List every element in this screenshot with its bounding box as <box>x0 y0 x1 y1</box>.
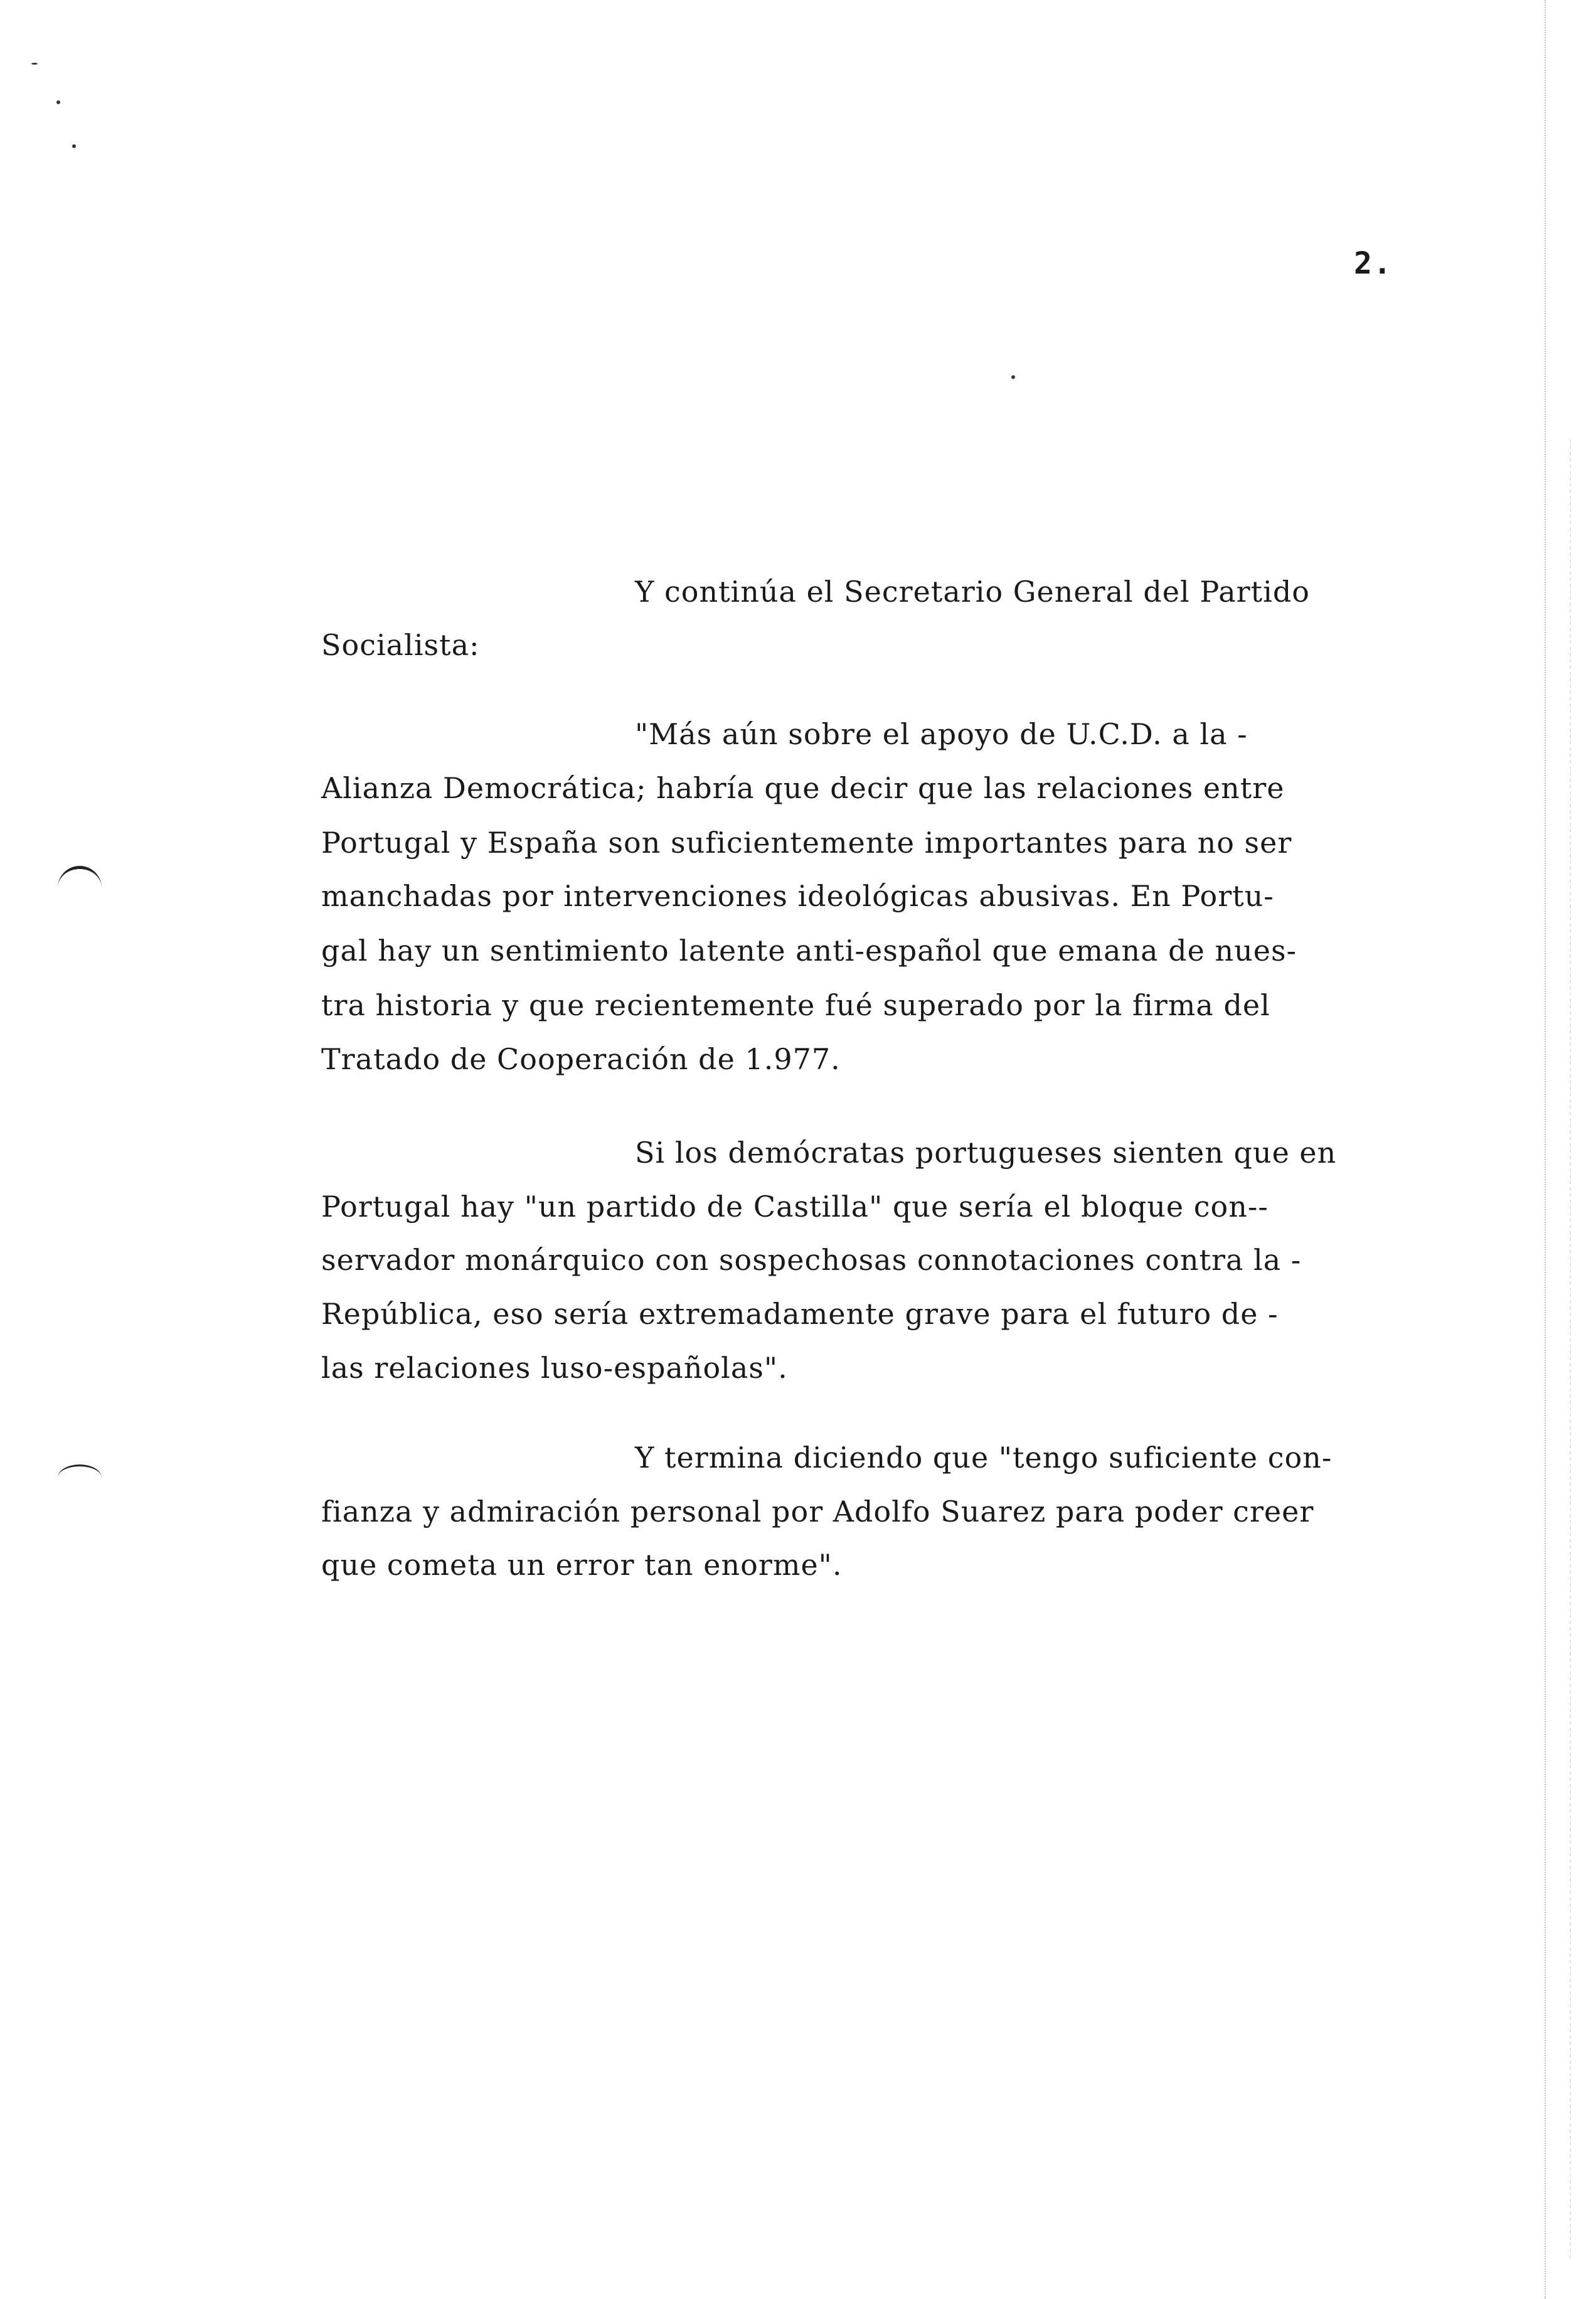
page-number: 2. <box>1354 246 1393 281</box>
paragraph-3-line-3: servador monárquico con sospechosas connotaciones contra la - <box>321 1243 1302 1277</box>
paragraph-4-line-3: que cometa un error tan enorme". <box>321 1548 843 1582</box>
paragraph-2-line-6: tra historia y que recientemente fué superado por la firma del <box>321 988 1270 1022</box>
paragraph-3-line-2: Portugal hay "un partido de Castilla" que sería el bloque con-- <box>321 1190 1269 1224</box>
scan-edge-line-secondary <box>1568 439 1571 2259</box>
paragraph-3-line-5: las relaciones luso-españolas". <box>321 1351 788 1385</box>
scan-speck <box>72 144 76 148</box>
scan-edge-line <box>1542 0 1546 2299</box>
scan-speck <box>31 63 38 65</box>
paragraph-2-line-3: Portugal y España son suficientemente importantes para no ser <box>321 826 1292 860</box>
paragraph-3-line-4: República, eso sería extremadamente grave para el futuro de - <box>321 1297 1279 1331</box>
scan-speck <box>56 100 60 104</box>
punch-hole-mark-bottom <box>58 1464 102 1481</box>
scan-speck <box>1011 375 1015 379</box>
paragraph-1-line-1: Y continúa el Secretario General del Partido <box>635 575 1310 609</box>
paragraph-4-line-1: Y termina diciendo que "tengo suficiente con- <box>635 1441 1333 1475</box>
punch-hole-mark-top <box>58 866 102 894</box>
paragraph-4-line-2: fianza y admiración personal por Adolfo Suarez para poder creer <box>321 1495 1314 1528</box>
paragraph-2-line-7: Tratado de Cooperación de 1.977. <box>321 1042 841 1076</box>
paragraph-3-line-1: Si los demócratas portugueses sienten que en <box>635 1136 1337 1170</box>
paragraph-2-line-4: manchadas por intervenciones ideológicas abusivas. En Portu- <box>321 879 1274 913</box>
paragraph-2-line-1: "Más aún sobre el apoyo de U.C.D. a la - <box>635 717 1248 751</box>
paragraph-2-line-2: Alianza Democrática; habría que decir que las relaciones entre <box>321 771 1285 805</box>
paragraph-1-line-2: Socialista: <box>321 628 480 662</box>
paragraph-2-line-5: gal hay un sentimiento latente anti-español que emana de nues- <box>321 934 1297 968</box>
